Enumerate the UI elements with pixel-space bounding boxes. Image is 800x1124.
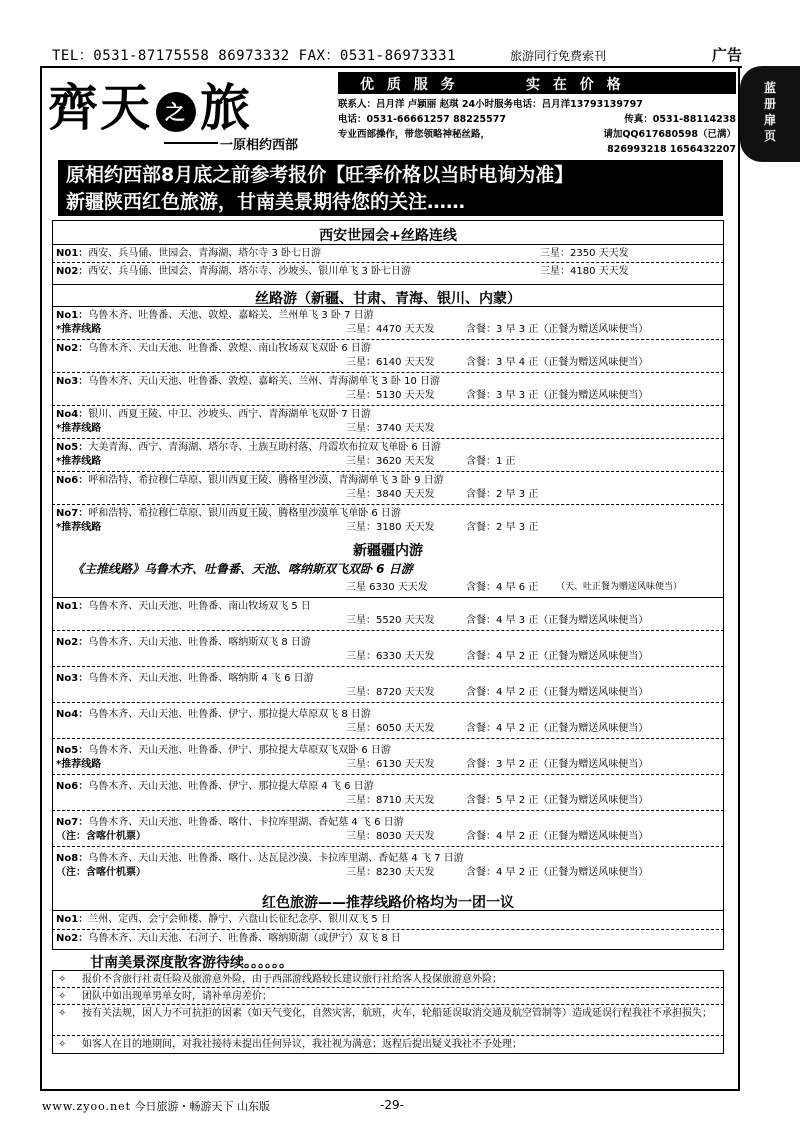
route-text: 乌鲁木齐、天山天池、吐鲁番、喀什、卡拉库里湖、香妃墓 4 飞 6 日游 bbox=[88, 817, 404, 828]
route-meal: 含餐：4 早 3 正（正餐为赠送风味便当） bbox=[466, 615, 649, 626]
divider bbox=[52, 1004, 724, 1005]
ad-label: 广告 bbox=[711, 46, 742, 64]
route-row bbox=[56, 407, 720, 422]
route-row bbox=[56, 246, 720, 261]
contact-qq-more: 826993218 1656432207 bbox=[607, 144, 736, 155]
logo-title-part: 齊天 bbox=[48, 78, 152, 137]
contact-qq: 请加QQ617680598（已满） bbox=[603, 129, 736, 140]
route-detail-row bbox=[56, 829, 720, 844]
contact-line bbox=[338, 142, 738, 157]
tel-fax-line: TEL：0531-87175558 86973332 FAX：0531-86973331 bbox=[52, 48, 457, 64]
section-title-xinjiang: 新疆疆内游 bbox=[353, 543, 423, 559]
route-number: No1： bbox=[56, 601, 89, 612]
note-text: 按有关法规，因人力不可抗拒的因素（如天气变化，自然灾害，航班，火车，轮船延误取消交通及航空管制等）造成延误行程我社不承担损失； bbox=[82, 1008, 712, 1019]
route-meal: 含餐：3 早 4 正（正餐为赠送风味便当） bbox=[466, 357, 649, 368]
note-bullet-icon: ✧ bbox=[58, 1039, 67, 1050]
route-text: 乌鲁木齐、天山天池、吐鲁番、敦煌、南山牧场双飞双卧 6 日游 bbox=[88, 343, 371, 354]
route-tag: *推荐线路 bbox=[56, 759, 102, 770]
logo-title-part: 旅 bbox=[200, 78, 252, 137]
route-text: 大美青海、西宁、青海湖、塔尔寺、土族互助村落、丹霞坎布拉双飞单卧 6 日游 bbox=[88, 442, 441, 453]
divider bbox=[52, 949, 724, 950]
route-row bbox=[56, 912, 720, 927]
divider bbox=[52, 244, 724, 245]
route-text: 呼和浩特、希拉穆仁草原、银川西夏王陵、腾格里沙漠、青海湖单飞 3 卧 9 日游 bbox=[88, 475, 444, 486]
route-row bbox=[56, 743, 720, 758]
route-meal: 含餐：4 早 2 正（正餐为赠送风味便当） bbox=[466, 651, 649, 662]
divider bbox=[52, 987, 724, 988]
route-row bbox=[56, 707, 720, 722]
footer-brand: 今日旅游・畅游天下 bbox=[134, 1100, 234, 1113]
contact-line bbox=[338, 127, 738, 142]
route-number: No8： bbox=[56, 853, 89, 864]
headline-line-2: 新疆陕西红色旅游，甘南美景期待您的关注…… bbox=[66, 191, 466, 213]
route-meal: 含餐：3 早 3 正（正餐为赠送风味便当） bbox=[466, 324, 649, 335]
footer-url: www.zyoo.net bbox=[42, 1100, 132, 1113]
contact-text: 电话：0531-66661257 88225577 bbox=[338, 114, 506, 125]
note-text: 如客人在目的地期间，对我社接待未提出任何异议，我社视为满意；返程后提出疑义我社不予处理； bbox=[82, 1039, 522, 1050]
route-row bbox=[56, 308, 720, 323]
route-number: No7： bbox=[56, 508, 89, 519]
route-tag: （注：含喀什机票） bbox=[56, 831, 146, 842]
side-tab-char: 蓝 bbox=[763, 81, 776, 95]
route-text: 乌鲁木齐、天山天池、吐鲁番、喀纳斯双飞 8 日游 bbox=[88, 637, 311, 648]
route-text: 乌鲁木齐、天山天池、石河子、吐鲁番、喀纳斯湖（或伊宁）双飞 8 日 bbox=[88, 933, 401, 944]
logo-title bbox=[48, 68, 252, 140]
route-text: 乌鲁木齐、天山天池、吐鲁番、伊宁、那拉提大草原 4 飞 6 日游 bbox=[88, 781, 374, 792]
route-text: 呼和浩特、希拉穆仁草原、银川西夏王陵、腾格里沙漠单飞单卧 6 日游 bbox=[88, 508, 401, 519]
contact-fax: 传真：0531-88114238 bbox=[624, 114, 736, 125]
route-price: 三星：6140 天天发 bbox=[346, 357, 435, 368]
route-meal: 含餐：2 早 3 正 bbox=[466, 489, 539, 500]
section-title-red-tourism: 红色旅游——推荐线路价格均为一团一议 bbox=[262, 895, 514, 911]
contact-line bbox=[338, 112, 738, 127]
featured-route-title: 《主推线路》乌鲁木齐、吐鲁番、天池、喀纳斯双飞双卧 6 日游 bbox=[72, 562, 413, 576]
divider bbox=[52, 666, 724, 667]
route-meal: 含餐：3 早 2 正（正餐为赠送风味便当） bbox=[466, 759, 649, 770]
section-title-xian-expo: 西安世园会+丝路连线 bbox=[319, 228, 457, 244]
divider bbox=[52, 306, 724, 307]
divider bbox=[52, 929, 724, 930]
route-text: 银川、西夏王陵、中卫、沙坡头、西宁、青海湖单飞双卧 7 日游 bbox=[88, 409, 371, 420]
footer-region: 山东版 bbox=[237, 1100, 271, 1113]
route-price: 三星：6330 天天发 bbox=[346, 651, 435, 662]
divider bbox=[52, 597, 724, 598]
route-row bbox=[56, 851, 720, 866]
route-text: 西安、兵马俑、世园会、青海湖、塔尔寺、沙坡头、银川单飞 3 卧七日游 bbox=[88, 266, 412, 277]
route-text: 乌鲁木齐、吐鲁番、天池、敦煌、嘉峪关、兰州单飞 3 卧 7 日游 bbox=[88, 310, 374, 321]
side-tab-char: 册 bbox=[763, 97, 776, 111]
logo-subline bbox=[164, 142, 218, 144]
route-text: 乌鲁木齐、天山天池、吐鲁番、喀纳斯 4 飞 6 日游 bbox=[88, 673, 314, 684]
route-price: 三星：6130 天天发 bbox=[346, 759, 435, 770]
divider bbox=[52, 774, 724, 775]
route-row bbox=[56, 264, 720, 279]
route-number: No6： bbox=[56, 475, 89, 486]
route-number: No1： bbox=[56, 914, 89, 925]
divider bbox=[52, 702, 724, 703]
route-row bbox=[56, 671, 720, 686]
route-number: N01： bbox=[56, 248, 89, 259]
route-meal: 含餐：5 早 2 正（正餐为赠送风味便当） bbox=[466, 795, 649, 806]
divider bbox=[52, 810, 724, 811]
divider bbox=[52, 910, 724, 911]
divider bbox=[52, 738, 724, 739]
route-number: No5： bbox=[56, 745, 89, 756]
divider bbox=[52, 262, 724, 263]
route-text: 乌鲁木齐、天山天池、吐鲁番、伊宁、那拉提大草原双飞 8 日游 bbox=[88, 709, 371, 720]
route-tag: （注：含喀什机票） bbox=[56, 867, 146, 878]
section-title-gannan: 甘南美景深度散客游待续。。。。。。 bbox=[90, 955, 293, 971]
free-catalog-note: 旅游同行免费索刊 bbox=[510, 49, 607, 63]
note-bullet-icon: ✧ bbox=[58, 991, 67, 1002]
route-row bbox=[56, 599, 720, 614]
route-price: 三星：4470 天天发 bbox=[346, 324, 435, 335]
slogan-quality: 优 质 服 务 bbox=[360, 77, 459, 93]
note-text: 团队中如出现单男单女时，请补单房差价； bbox=[82, 991, 272, 1002]
side-tab-blue-book bbox=[740, 66, 800, 162]
route-meal: 含餐：1 正 bbox=[466, 456, 516, 467]
route-number: No2： bbox=[56, 343, 89, 354]
divider bbox=[52, 339, 724, 340]
section-title-silk-road: 丝路游（新疆、甘肃、青海、银川、内蒙） bbox=[255, 291, 521, 307]
route-meal: 含餐：4 早 6 正 bbox=[466, 582, 539, 593]
route-tag: *推荐线路 bbox=[56, 423, 102, 434]
divider bbox=[52, 1035, 724, 1036]
route-detail-row bbox=[56, 322, 720, 337]
route-number: No3： bbox=[56, 673, 89, 684]
route-detail-row bbox=[56, 520, 720, 535]
route-detail-row bbox=[56, 421, 720, 436]
route-number: No2： bbox=[56, 637, 89, 648]
route-number: No2： bbox=[56, 933, 89, 944]
route-meal-note: （天、吐正餐为赠送风味便当） bbox=[556, 582, 683, 592]
route-text: 乌鲁木齐、天山天池、吐鲁番、喀什、达瓦昆沙漠、卡拉库里湖、香妃墓 4 飞 7 日游 bbox=[88, 853, 464, 864]
route-meal: 含餐：4 早 2 正（正餐为赠送风味便当） bbox=[466, 867, 649, 878]
note-text: 报价不含旅行社责任险及旅游意外险，由于西部游线路较长建议旅行社给客人投保旅游意外险； bbox=[82, 974, 502, 985]
route-price: 三星：6050 天天发 bbox=[346, 723, 435, 734]
divider bbox=[52, 405, 724, 406]
route-price: 三星：2350 天天发 bbox=[540, 248, 629, 259]
route-detail-row bbox=[56, 454, 720, 469]
route-meal: 含餐：4 早 2 正（正餐为赠送风味便当） bbox=[466, 831, 649, 842]
divider bbox=[52, 846, 724, 847]
divider bbox=[52, 504, 724, 505]
route-text: 兰州、定西、会宁会师楼、静宁、六盘山长征纪念亭、银川双飞 5 日 bbox=[88, 914, 391, 925]
logo-circle-mark: 之 bbox=[156, 92, 196, 132]
note-bullet-icon: ✧ bbox=[58, 1008, 67, 1019]
contact-text: 专业西部操作，带您领略神秘丝路， bbox=[338, 129, 491, 140]
divider bbox=[52, 471, 724, 472]
divider bbox=[52, 372, 724, 373]
route-price: 三星：8030 天天发 bbox=[346, 831, 435, 842]
contact-info bbox=[338, 97, 738, 157]
route-price: 三星：5520 天天发 bbox=[346, 615, 435, 626]
page-footer bbox=[42, 1098, 404, 1114]
route-price: 三星：8710 天天发 bbox=[346, 795, 435, 806]
contact-line bbox=[338, 97, 738, 112]
route-text: 乌鲁木齐、天山天池、吐鲁番、南山牧场双飞 5 日 bbox=[88, 601, 311, 612]
route-price: 三星：3840 天天发 bbox=[346, 489, 435, 500]
route-tag: *推荐线路 bbox=[56, 324, 102, 335]
route-number: No4： bbox=[56, 409, 89, 420]
route-tag: *推荐线路 bbox=[56, 456, 102, 467]
divider bbox=[52, 284, 724, 285]
slogan-price: 实 在 价 格 bbox=[526, 77, 625, 93]
contact-text: 联系人：吕月洋 卢颖丽 赵琪 24小时服务电话：吕月洋13793139797 bbox=[338, 99, 643, 110]
route-meal: 含餐：4 早 2 正（正餐为赠送风味便当） bbox=[466, 723, 649, 734]
route-text: 乌鲁木齐、天山天池、吐鲁番、敦煌、嘉峪关、兰州、青海湖单飞 3 卧 10 日游 bbox=[88, 376, 441, 387]
route-row bbox=[56, 374, 720, 389]
route-tag: *推荐线路 bbox=[56, 522, 102, 533]
route-row bbox=[56, 341, 720, 356]
route-meal: 含餐：2 早 3 正 bbox=[466, 522, 539, 533]
route-price: 三星 6330 天天发 bbox=[346, 582, 428, 593]
route-detail-row bbox=[56, 757, 720, 772]
route-number: No7： bbox=[56, 817, 89, 828]
route-price: 三星：8230 天天发 bbox=[346, 867, 435, 878]
note-bullet-icon: ✧ bbox=[58, 974, 67, 985]
route-number: No1： bbox=[56, 310, 89, 321]
side-tab-char: 扉 bbox=[763, 113, 776, 127]
route-row bbox=[56, 931, 720, 946]
slogan-bar bbox=[338, 72, 736, 94]
side-tab-char: 页 bbox=[763, 129, 776, 143]
route-row bbox=[56, 635, 720, 650]
route-detail-row bbox=[56, 865, 720, 880]
route-text: 西安、兵马俑、世园会、青海湖、塔尔寺 3 卧七日游 bbox=[88, 248, 322, 259]
route-meal: 含餐：3 早 3 正（正餐为赠送风味便当） bbox=[466, 390, 649, 401]
route-row bbox=[56, 506, 720, 521]
route-price: 三星：3740 天天发 bbox=[346, 423, 435, 434]
route-price: 三星：5130 天天发 bbox=[346, 390, 435, 401]
headline-line-1: 原相约西部8月底之前参考报价【旺季价格以当时电询为准】 bbox=[66, 164, 574, 186]
headline-banner bbox=[58, 160, 723, 216]
route-row bbox=[56, 440, 720, 455]
logo-subtitle: 一原相约西部 bbox=[220, 138, 299, 153]
brand-logo bbox=[44, 72, 336, 154]
route-number: No3： bbox=[56, 376, 89, 387]
route-price: 三星：3180 天天发 bbox=[346, 522, 435, 533]
route-number: No6： bbox=[56, 781, 89, 792]
route-number: N02： bbox=[56, 266, 89, 277]
page-number: -29- bbox=[380, 1098, 404, 1112]
route-price: 三星：4180 天天发 bbox=[540, 266, 629, 277]
divider bbox=[52, 630, 724, 631]
route-number: No5： bbox=[56, 442, 89, 453]
route-meal: 含餐：4 早 2 正（正餐为赠送风味便当） bbox=[466, 687, 649, 698]
divider bbox=[52, 438, 724, 439]
route-row bbox=[56, 815, 720, 830]
route-price: 三星：3620 天天发 bbox=[346, 456, 435, 467]
route-text: 乌鲁木齐、天山天池、吐鲁番、伊宁、那拉提大草原双飞双卧 6 日游 bbox=[88, 745, 391, 756]
route-row bbox=[56, 473, 720, 488]
top-header-bar bbox=[40, 44, 742, 68]
route-number: No4： bbox=[56, 709, 89, 720]
route-price: 三星：8720 天天发 bbox=[346, 687, 435, 698]
route-row bbox=[56, 779, 720, 794]
